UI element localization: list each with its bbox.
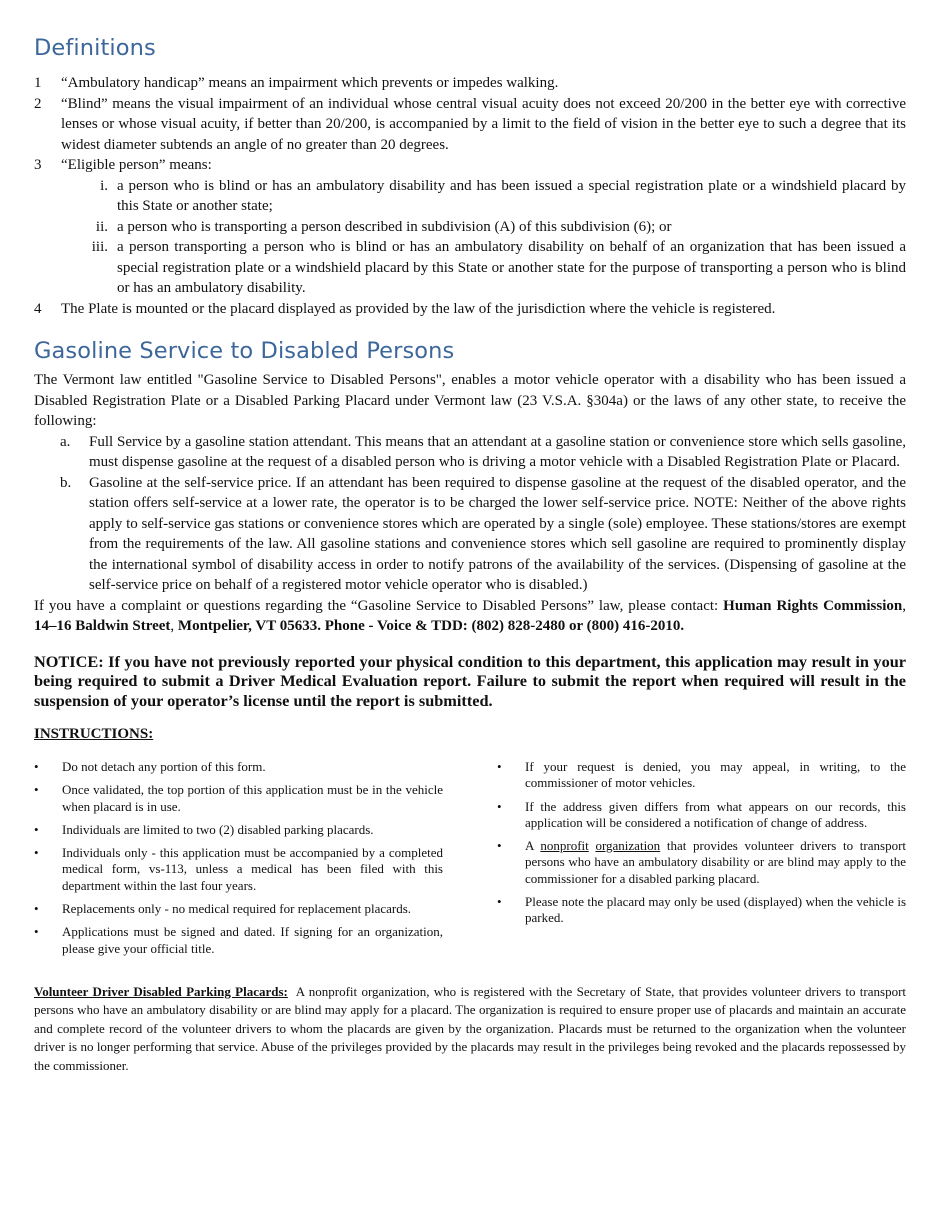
subitem-text: a person who is transporting a person described in subdivision (A) of this subdivision (6); or xyxy=(117,218,672,235)
instruction-text: Please note the placard may only be used (displayed) when the vehicle is parked. xyxy=(525,894,906,926)
definition-item xyxy=(34,73,906,94)
gasoline-heading: Gasoline Service to Disabled Persons xyxy=(34,338,455,364)
instruction-item xyxy=(497,759,906,792)
definitions-heading: Definitions xyxy=(34,35,156,61)
volunteer-paragraph xyxy=(34,983,910,1076)
instruction-text: Applications must be signed and dated. If signing for an organization, please give your official title. xyxy=(62,924,443,956)
gasoline-item xyxy=(34,473,906,596)
instruction-text: Individuals only - this application must be accompanied by a completed medical form, vs-113, unless a medical has been filed with this department within the last four years. xyxy=(62,845,443,893)
contact-separator: , xyxy=(170,618,178,634)
contact-organization: Human Rights Commission xyxy=(723,597,903,614)
contact-prefix: If you have a complaint or questions regarding the “Gasoline Service to Disabled Persons” law, please contact: xyxy=(34,597,724,614)
volunteer-text: A nonprofit organization, who is registered with the Secretary of State, that provides volunteer drivers to transport persons who have an ambulatory disability or are blind may apply for a placard. The organization is required to ensure proper use of placards and maintain an accurate and complete record of the volunteer drivers to whom the placards are given by the organization. Placards must be returned to the organization when the volunteer driver is no longer performing that service. Abuse of the privileges provided by the placards may result in the privileges being revoked and the placards repossessed by the commissioner. xyxy=(34,983,910,1073)
contact-paragraph xyxy=(34,596,906,637)
definition-subitem xyxy=(34,176,906,217)
definition-item xyxy=(34,94,906,156)
bullet-icon: • xyxy=(34,901,39,917)
instruction-text-underlined: organization xyxy=(595,838,661,854)
definition-number: 1 xyxy=(34,75,42,91)
definition-number: 4 xyxy=(34,300,42,317)
definition-text: “Eligible person” means: xyxy=(61,157,212,173)
instruction-text: Once validated, the top portion of this application must be in the vehicle when placard is in use. xyxy=(62,782,443,814)
instruction-text: If the address given differs from what appears on our records, this application will be considered a notification of change of address. xyxy=(525,798,906,830)
instruction-text-part: that provides volunteer drivers to transport persons who have an ambulatory disability or are blind may apply to the commissioner for a disabled parking placard. xyxy=(525,838,907,886)
definition-number: 2 xyxy=(34,95,42,112)
definition-subitem xyxy=(34,237,906,299)
instruction-item xyxy=(497,838,906,887)
contact-city-phone: Montpelier, VT 05633. Phone - Voice & TDD: (802) 828-2480 or (800) 416-2010. xyxy=(177,618,685,634)
bullet-icon: • xyxy=(497,798,502,814)
instruction-text-underlined: nonprofit xyxy=(540,838,589,854)
subitem-number: iii. xyxy=(91,239,108,255)
gasoline-section xyxy=(34,370,906,637)
bullet-icon: • xyxy=(34,782,39,798)
definition-text: “Blind” means the visual impairment of an individual whose central visual acuity does not exceed 20/200 in the better eye with corrective lenses or whose visual acuity, if better than 20/200, is accompanied by a limit to the field of vision in the better eye to such a degree that its widest diameter subtends an angle of no greater than 20 degrees. xyxy=(61,95,906,153)
instruction-text: Individuals are limited to two (2) disabled parking placards. xyxy=(62,821,374,837)
bullet-icon: • xyxy=(34,924,39,940)
contact-street: 14–16 Baldwin Street xyxy=(34,618,171,634)
definition-number: 3 xyxy=(34,157,42,173)
instruction-item xyxy=(34,924,443,957)
bullet-icon: • xyxy=(34,821,39,837)
instruction-item xyxy=(34,901,443,917)
instruction-text: If your request is denied, you may appeal, in writing, to the commissioner of motor vehicles. xyxy=(525,759,906,791)
gasoline-item xyxy=(34,432,906,473)
bullet-icon: • xyxy=(497,838,502,854)
instruction-text: Replacements only - no medical required for replacement placards. xyxy=(62,901,412,917)
bullet-icon: • xyxy=(34,759,39,774)
instruction-item xyxy=(34,822,443,838)
instructions-title: INSTRUCTIONS: xyxy=(34,726,154,742)
instruction-item xyxy=(34,782,443,815)
gasoline-item-letter: b. xyxy=(60,474,72,491)
definitions-list xyxy=(34,73,906,319)
definition-text: “Ambulatory handicap” means an impairment which prevents or impedes walking. xyxy=(61,75,559,91)
bullet-icon: • xyxy=(34,845,39,861)
gasoline-item-text: Full Service by a gasoline station attendant. This means that an attendant at a gasoline station or convenience store which sells gasoline, must dispense gasoline at the request of a disabled person who is driving a motor vehicle with a Disabled Registration Plate or Placard. xyxy=(89,433,906,470)
instructions-left-column xyxy=(34,759,443,964)
subitem-text: a person who is blind or has an ambulatory disability and has been issued a special registration plate or a windshield placard by this State or another state; xyxy=(117,177,906,214)
instructions-columns xyxy=(34,759,906,964)
definition-subitem xyxy=(34,217,906,238)
instruction-text-part: A xyxy=(525,838,541,854)
instruction-item xyxy=(34,759,443,775)
instruction-text: Do not detach any portion of this form. xyxy=(62,759,266,774)
instructions-right-column xyxy=(497,759,906,964)
gasoline-item-text: Gasoline at the self-service price. If an attendant has been required to dispense gasoline at the request of the disabled operator, and the station offers self-service at a lower rate, the operator is to be charged the lower self-service price. NOTE: Neither of the above rights apply to self-service gas stations or convenience stores which are operated by a single (sole) employee. These stations/stores are exempt from the requirements of the law. All gasoline stations and convenience stores which sell gasoline are required to prominently display the international symbol of disability access in order to notify patrons of the availability of the services. (Dispensing of gasoline at the self-service price on behalf of a registered motor vehicle operator who is disabled.) xyxy=(89,474,906,593)
definition-text: The Plate is mounted or the placard displayed as provided by the law of the jurisdiction where the vehicle is registered. xyxy=(61,300,776,317)
subitem-number: ii. xyxy=(95,218,108,235)
instruction-item xyxy=(497,894,906,927)
instruction-item xyxy=(34,845,443,894)
gasoline-item-letter: a. xyxy=(60,433,71,450)
volunteer-title: Volunteer Driver Disabled Parking Placards: xyxy=(34,983,288,999)
instruction-item xyxy=(497,799,906,832)
notice-paragraph: NOTICE: If you have not previously reported your physical condition to this department, this application may result in your being required to submit a Driver Medical Evaluation report. Failure to submit the report when required will result in the suspension of your operator’s license until the report is submitted. xyxy=(34,651,906,710)
subitem-number: i. xyxy=(100,177,108,194)
gasoline-intro: The Vermont law entitled "Gasoline Service to Disabled Persons", enables a motor vehicle operator with a disability who has been issued a Disabled Registration Plate or a Disabled Parking Placard under Vermont law (23 V.S.A. §304a) or the laws of any other state, to receive the following: xyxy=(34,372,906,429)
bullet-icon: • xyxy=(497,894,502,910)
contact-separator: , xyxy=(902,597,906,614)
definition-item xyxy=(34,155,906,176)
subitem-text: a person transporting a person who is blind or has an ambulatory disability on behalf of an organization that has been issued a special registration plate or a windshield placard by this State or another state for the purpose of transporting a person who is blind or has an ambulatory disability. xyxy=(117,239,906,296)
bullet-icon: • xyxy=(497,759,502,774)
definition-item xyxy=(34,299,906,320)
instruction-text xyxy=(525,838,906,887)
